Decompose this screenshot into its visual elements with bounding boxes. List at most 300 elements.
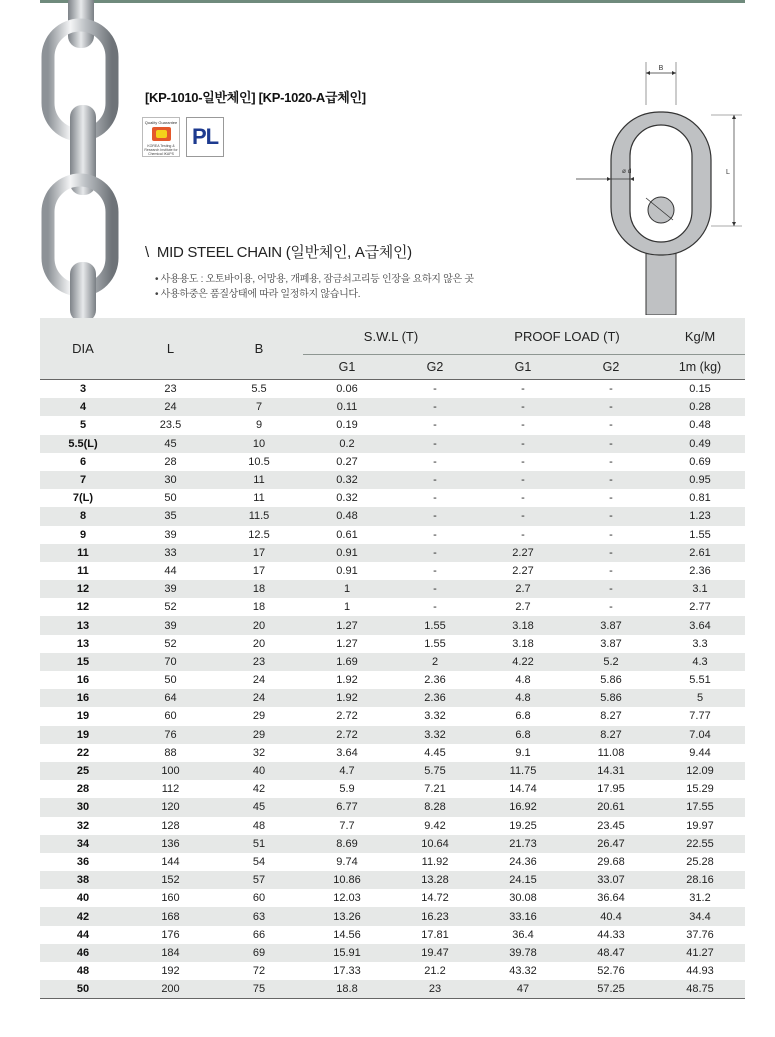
table-row: [40, 871, 745, 889]
cell-proof-g2: -: [609, 419, 613, 432]
cell-swl-g1: 0.61: [336, 528, 358, 541]
cell-weight-per-m: 5: [655, 689, 745, 707]
table-row: [40, 726, 745, 744]
cell-swl-g1: 13.26: [303, 907, 391, 925]
cell-swl-g1: 0.91: [336, 564, 358, 577]
cell-proof-g2: -: [567, 580, 655, 598]
cell-weight-per-m: 28.16: [655, 871, 745, 889]
cell-weight-per-m: 0.48: [689, 419, 711, 432]
cell-length: 160: [161, 892, 180, 905]
cell-swl-g1: 0.48: [303, 507, 391, 525]
cell-length: 88: [164, 746, 177, 759]
table-row: [40, 889, 745, 907]
cell-length: 70: [126, 653, 215, 671]
cell-swl-g1: 1.27: [303, 616, 391, 634]
cell-proof-g2: -: [609, 383, 613, 396]
cell-swl-g2: 2.36: [424, 674, 446, 687]
cell-swl-g1: 1.92: [336, 674, 358, 687]
cell-dia: 7(L): [72, 492, 94, 505]
cell-proof-g1: 2.27: [512, 564, 534, 577]
cell-proof-g1: -: [479, 398, 567, 416]
table-row: [40, 671, 745, 689]
cell-dia: 16: [40, 689, 126, 707]
cell-weight-per-m: 2.77: [689, 601, 711, 614]
cell-proof-g2: 14.31: [567, 762, 655, 780]
cell-length: 144: [161, 855, 180, 868]
table-row: [40, 780, 745, 798]
cell-proof-g2: 23.45: [597, 819, 625, 832]
cell-width: 66: [252, 928, 266, 941]
cell-proof-g2: 20.61: [567, 798, 655, 816]
table-row: [40, 507, 745, 525]
product-title: [KP-1010-일반체인] [KP-1020-A급체인]: [145, 90, 366, 105]
cell-length: 44: [164, 564, 177, 577]
table-row: [40, 707, 745, 725]
cell-width: 5.5: [251, 383, 267, 396]
cell-width: 57: [215, 871, 303, 889]
usage-notes: [155, 272, 474, 302]
cell-dia: 46: [40, 944, 126, 962]
cell-dia: 19: [40, 726, 126, 744]
cell-weight-per-m: 4.3: [655, 653, 745, 671]
cell-proof-g1: 2.7: [479, 580, 567, 598]
cell-swl-g2: -: [391, 398, 479, 416]
cell-width: 17: [252, 564, 266, 577]
cell-proof-g1: -: [479, 471, 567, 489]
cell-swl-g1: 0.27: [336, 455, 358, 468]
cell-swl-g2: 14.72: [421, 892, 449, 905]
header-kgm: Kg/M: [655, 318, 745, 355]
cell-swl-g2: -: [391, 435, 479, 453]
cell-weight-per-m: 48.75: [655, 980, 745, 999]
cell-proof-g1: -: [479, 507, 567, 525]
cell-proof-g2: 44.33: [597, 928, 625, 941]
dimension-label-b: B: [658, 65, 664, 72]
cell-weight-per-m: 41.27: [655, 944, 745, 962]
cell-width: 23: [215, 653, 303, 671]
cell-swl-g1: 1: [303, 580, 391, 598]
table-row: [40, 798, 745, 816]
cell-weight-per-m: 7.77: [689, 710, 711, 723]
cell-width: 29: [252, 710, 266, 723]
cell-swl-g2: 2: [391, 653, 479, 671]
cell-dia: 9: [79, 528, 87, 541]
cell-swl-g2: -: [433, 455, 437, 468]
cell-weight-per-m: 0.95: [655, 471, 745, 489]
cell-proof-g2: -: [609, 455, 613, 468]
cell-length: 23.5: [159, 419, 182, 432]
cell-dia: 11: [40, 544, 126, 562]
cell-proof-g1: 6.8: [479, 726, 567, 744]
cell-proof-g1: 36.4: [512, 928, 534, 941]
usage-note: • 사용하중은 품질상태에 따라 일정하지 않습니다.: [155, 289, 361, 300]
cell-proof-g1: 6.8: [515, 710, 531, 723]
cell-swl-g1: 4.7: [303, 762, 391, 780]
table-row: [40, 744, 745, 762]
chain-link-diagram: [570, 60, 750, 315]
table-row: [40, 762, 745, 780]
cell-proof-g2: 5.86: [567, 689, 655, 707]
cell-proof-g1: 30.08: [509, 892, 537, 905]
cell-weight-per-m: 22.55: [655, 835, 745, 853]
cell-width: 69: [215, 944, 303, 962]
chain-photo: [40, 0, 130, 318]
cell-proof-g2: 52.76: [597, 965, 625, 978]
cell-width: 60: [252, 892, 266, 905]
cell-width: 24: [215, 689, 303, 707]
table-row: [40, 835, 745, 853]
cell-swl-g1: 18.8: [303, 980, 391, 999]
cell-swl-g2: 4.45: [424, 746, 446, 759]
cell-width: 40: [215, 762, 303, 780]
cell-weight-per-m: 2.61: [655, 544, 745, 562]
table-row: [40, 689, 745, 707]
cell-swl-g1: 12.03: [333, 892, 361, 905]
cell-swl-g2: 2.36: [391, 689, 479, 707]
cell-width: 45: [215, 798, 303, 816]
cell-proof-g2: 33.07: [567, 871, 655, 889]
cell-proof-g2: 8.27: [600, 710, 622, 723]
cell-swl-g2: 1.55: [391, 616, 479, 634]
cell-proof-g1: -: [521, 419, 525, 432]
cell-length: 192: [161, 965, 180, 978]
header-proof-g1: G1: [479, 355, 567, 380]
cell-width: 42: [252, 783, 266, 796]
cell-swl-g2: 5.75: [391, 762, 479, 780]
cell-length: 39: [164, 528, 177, 541]
spec-table-body: [40, 380, 745, 999]
cell-proof-g1: 2.27: [479, 544, 567, 562]
cell-proof-g2: 17.95: [597, 783, 625, 796]
cell-proof-g1: 4.8: [479, 689, 567, 707]
pl-badge: PL: [186, 117, 224, 157]
cell-weight-per-m: 19.97: [686, 819, 714, 832]
header-swl: S.W.L (T): [303, 318, 479, 355]
cell-proof-g1: 2.7: [515, 601, 531, 614]
cell-width: 11: [253, 492, 265, 505]
cell-proof-g1: 3.18: [479, 616, 567, 634]
cell-dia: 22: [76, 746, 90, 759]
table-row: [40, 635, 745, 653]
subtitle-text: MID STEEL CHAIN (일반체인, A급체인): [156, 244, 412, 261]
cell-weight-per-m: 2.36: [689, 564, 711, 577]
cell-proof-g2: 5.2: [567, 653, 655, 671]
cell-swl-g1: 3.64: [336, 746, 358, 759]
cell-length: 120: [126, 798, 215, 816]
table-row: [40, 471, 745, 489]
cell-weight-per-m: 31.2: [689, 892, 711, 905]
cell-length: 200: [126, 980, 215, 999]
cell-weight-per-m: 5.51: [689, 674, 711, 687]
cell-weight-per-m: 0.28: [655, 398, 745, 416]
cell-length: 39: [126, 580, 215, 598]
cell-width: 24: [252, 674, 266, 687]
cell-proof-g2: 26.47: [567, 835, 655, 853]
header-dia: DIA: [40, 318, 126, 380]
cell-proof-g2: -: [567, 435, 655, 453]
cell-length: 64: [126, 689, 215, 707]
cell-dia: 25: [40, 762, 126, 780]
cell-swl-g1: 1.69: [303, 653, 391, 671]
cell-swl-g2: 3.32: [391, 726, 479, 744]
cell-length: 23: [164, 383, 177, 396]
cell-swl-g2: 23: [391, 980, 479, 999]
cell-dia: 13: [40, 616, 126, 634]
cell-proof-g2: 3.87: [600, 637, 622, 650]
cell-length: 33: [126, 544, 215, 562]
cell-proof-g2: 57.25: [567, 980, 655, 999]
cell-weight-per-m: 37.76: [686, 928, 714, 941]
cell-dia: 42: [40, 907, 126, 925]
cell-length: 28: [164, 455, 177, 468]
cell-proof-g2: -: [567, 544, 655, 562]
table-row: [40, 489, 745, 507]
cell-dia: 12: [40, 580, 126, 598]
cell-width: 9: [255, 419, 263, 432]
cell-proof-g1: -: [521, 455, 525, 468]
cell-proof-g1: 16.92: [479, 798, 567, 816]
cell-swl-g2: -: [391, 580, 479, 598]
cell-width: 11.5: [215, 507, 303, 525]
cell-length: 50: [164, 492, 177, 505]
cell-proof-g2: -: [609, 564, 613, 577]
cell-swl-g2: -: [433, 601, 437, 614]
cell-proof-g1: -: [521, 528, 525, 541]
cell-width: 20: [252, 637, 266, 650]
cell-swl-g2: 8.28: [391, 798, 479, 816]
cell-swl-g2: 17.81: [421, 928, 449, 941]
quality-mark-icon: [152, 127, 171, 141]
header-b: B: [215, 318, 303, 380]
cell-swl-g1: 15.91: [303, 944, 391, 962]
cell-dia: 16: [76, 674, 90, 687]
cell-proof-g1: -: [521, 492, 525, 505]
cell-length: 152: [126, 871, 215, 889]
cell-swl-g2: -: [433, 383, 437, 396]
cell-proof-g1: 39.78: [479, 944, 567, 962]
table-row: [40, 980, 745, 999]
cell-dia: 30: [40, 798, 126, 816]
cell-swl-g1: 1: [343, 601, 351, 614]
cell-dia: 13: [76, 637, 90, 650]
cell-width: 11: [215, 471, 303, 489]
cell-dia: 34: [40, 835, 126, 853]
cell-swl-g2: -: [433, 492, 437, 505]
cell-length: 184: [126, 944, 215, 962]
cell-swl-g1: 0.32: [303, 471, 391, 489]
cell-swl-g1: 7.7: [339, 819, 355, 832]
cell-weight-per-m: 12.09: [655, 762, 745, 780]
cell-length: 100: [126, 762, 215, 780]
cell-length: 52: [164, 601, 177, 614]
cell-length: 35: [126, 507, 215, 525]
cell-dia: 3: [79, 383, 87, 396]
cell-proof-g1: -: [521, 383, 525, 396]
table-row: [40, 580, 745, 598]
subtitle-mark: \: [145, 244, 149, 261]
cell-proof-g2: -: [609, 528, 613, 541]
cell-weight-per-m: 7.04: [655, 726, 745, 744]
header-per-meter: 1m (kg): [655, 355, 745, 380]
cell-proof-g1: 19.25: [509, 819, 537, 832]
table-row: [40, 653, 745, 671]
cell-swl-g2: -: [391, 544, 479, 562]
cell-proof-g2: 3.87: [567, 616, 655, 634]
cell-swl-g1: 0.19: [336, 419, 358, 432]
cell-proof-g2: 8.27: [567, 726, 655, 744]
cell-dia: 19: [76, 710, 90, 723]
spec-table: [40, 318, 745, 999]
cell-proof-g2: -: [567, 507, 655, 525]
cell-width: 54: [252, 855, 266, 868]
cell-length: 60: [164, 710, 177, 723]
cell-swl-g1: 1.27: [336, 637, 358, 650]
cell-dia: 7: [40, 471, 126, 489]
cell-proof-g2: 48.47: [567, 944, 655, 962]
quality-badge-bottom-text: KOREA Testing & Research Institute for Chemical IKAPS: [144, 144, 178, 156]
cell-swl-g2: 21.2: [424, 965, 446, 978]
cell-proof-g2: 29.68: [597, 855, 625, 868]
table-row: [40, 853, 745, 871]
cell-proof-g2: -: [567, 398, 655, 416]
cell-swl-g1: 0.91: [303, 544, 391, 562]
usage-note: • 사용용도 : 오토바이용, 어망용, 개폐용, 잠금쇠고리등 인장을 요하지 않은 곳: [155, 274, 474, 285]
cell-swl-g1: 0.11: [303, 398, 391, 416]
cell-dia: 6: [79, 455, 87, 468]
cell-proof-g1: 24.36: [509, 855, 537, 868]
table-row: [40, 616, 745, 634]
cell-swl-g1: 0.32: [336, 492, 358, 505]
cell-dia: 8: [40, 507, 126, 525]
cell-weight-per-m: 0.49: [655, 435, 745, 453]
cell-proof-g1: 24.15: [479, 871, 567, 889]
cell-dia: 11: [77, 564, 89, 577]
cell-swl-g1: 2.72: [336, 710, 358, 723]
cell-length: 176: [161, 928, 180, 941]
cell-width: 72: [252, 965, 266, 978]
cell-dia: 40: [76, 892, 90, 905]
cell-swl-g2: 11.92: [421, 855, 449, 868]
cell-swl-g2: 13.28: [391, 871, 479, 889]
cell-swl-g2: 16.23: [391, 907, 479, 925]
cell-length: 39: [126, 616, 215, 634]
header-swl-g2: G2: [391, 355, 479, 380]
cell-swl-g2: 10.64: [391, 835, 479, 853]
table-row: [40, 962, 745, 980]
cell-width: 18: [252, 601, 266, 614]
cell-proof-g1: 11.75: [479, 762, 567, 780]
table-row: [40, 817, 745, 835]
table-row: [40, 398, 745, 416]
cell-swl-g2: 19.47: [391, 944, 479, 962]
table-row: [40, 416, 745, 434]
cell-swl-g2: 7.21: [424, 783, 446, 796]
cell-swl-g1: 5.9: [339, 783, 355, 796]
table-row: [40, 926, 745, 944]
cell-dia: 15: [40, 653, 126, 671]
cell-proof-g1: 3.18: [512, 637, 534, 650]
cell-width: 29: [215, 726, 303, 744]
cell-length: 45: [126, 435, 215, 453]
cell-proof-g1: 43.32: [509, 965, 537, 978]
cell-width: 10: [215, 435, 303, 453]
cell-length: 52: [164, 637, 177, 650]
cell-proof-g1: 4.22: [479, 653, 567, 671]
table-row: [40, 526, 745, 544]
cell-proof-g2: 11.08: [597, 746, 625, 759]
cell-dia: 12: [76, 601, 90, 614]
cell-weight-per-m: 17.55: [655, 798, 745, 816]
table-row: [40, 598, 745, 616]
cell-proof-g2: -: [609, 601, 613, 614]
cell-width: 18: [215, 580, 303, 598]
table-row: [40, 544, 745, 562]
header-proof-g2: G2: [567, 355, 655, 380]
dimension-label-d: ø d: [622, 168, 632, 175]
cell-swl-g2: 9.42: [424, 819, 446, 832]
dimension-label-l: L: [726, 169, 730, 176]
cell-swl-g2: -: [433, 419, 437, 432]
cell-swl-g1: 10.86: [303, 871, 391, 889]
cell-dia: 44: [76, 928, 90, 941]
cell-length: 112: [161, 783, 180, 796]
header-l: L: [126, 318, 215, 380]
cell-dia: 32: [76, 819, 90, 832]
cell-swl-g1: 2.72: [303, 726, 391, 744]
cell-swl-g1: 17.33: [333, 965, 361, 978]
cell-swl-g2: -: [433, 564, 437, 577]
top-rule: [40, 0, 745, 3]
cell-width: 32: [252, 746, 266, 759]
table-row: [40, 944, 745, 962]
table-row: [40, 562, 745, 580]
cell-proof-g2: -: [609, 492, 613, 505]
cell-weight-per-m: 0.15: [689, 383, 711, 396]
table-row: [40, 453, 745, 471]
cell-swl-g2: -: [391, 507, 479, 525]
cell-swl-g2: -: [433, 528, 437, 541]
cell-length: 128: [161, 819, 180, 832]
cell-swl-g2: -: [391, 471, 479, 489]
header-proof-load: PROOF LOAD (T): [479, 318, 655, 355]
cell-proof-g1: 4.8: [515, 674, 531, 687]
cell-width: 20: [215, 616, 303, 634]
cell-dia: 36: [76, 855, 90, 868]
cell-proof-g2: 40.4: [567, 907, 655, 925]
cell-swl-g1: 1.92: [303, 689, 391, 707]
cell-width: 63: [215, 907, 303, 925]
cell-weight-per-m: 3.64: [655, 616, 745, 634]
table-row: [40, 380, 745, 399]
cell-weight-per-m: 0.81: [689, 492, 711, 505]
cell-length: 24: [126, 398, 215, 416]
header-swl-g1: G1: [303, 355, 391, 380]
cell-width: 12.5: [248, 528, 270, 541]
cell-proof-g1: 14.74: [509, 783, 537, 796]
cell-swl-g1: 0.2: [303, 435, 391, 453]
cell-width: 17: [215, 544, 303, 562]
cell-weight-per-m: 25.28: [686, 855, 714, 868]
cell-proof-g2: -: [567, 471, 655, 489]
cell-swl-g2: 3.32: [424, 710, 446, 723]
cell-length: 76: [126, 726, 215, 744]
cell-swl-g1: 8.69: [303, 835, 391, 853]
quality-guarantee-badge: [142, 117, 180, 157]
cell-dia: 50: [40, 980, 126, 999]
cell-dia: 4: [40, 398, 126, 416]
section-subtitle: [145, 241, 412, 262]
cell-swl-g1: 0.06: [336, 383, 358, 396]
